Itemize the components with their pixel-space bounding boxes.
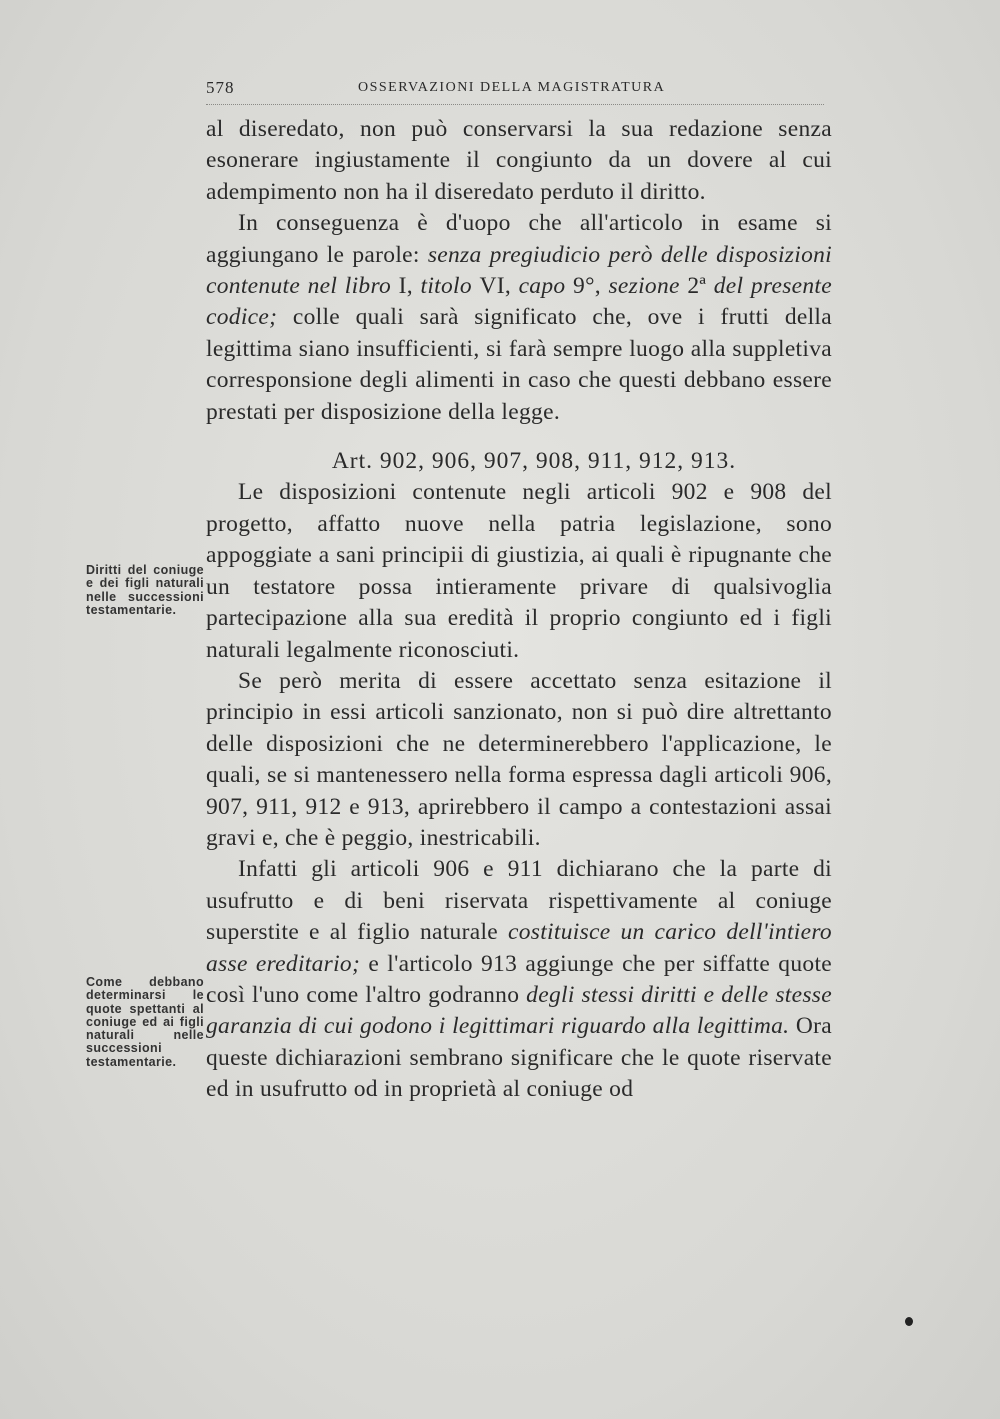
p2-text-k: colle quali sarà significato che, ove i frutti della legittima siano insufficienti, si farà sempre luogo alla suppletiva corresponsione degli alimenti in caso che questi debbano essere prestati per disposizione della legge. <box>206 304 832 425</box>
p2-italic-j: del presente codice; <box>206 273 832 331</box>
p2-italic-f: capo <box>518 273 574 300</box>
page-number: 578 <box>206 78 235 97</box>
p5-text-c: e l'articolo 913 aggiunge che per siffatte quote così l'uno come l'altro godranno <box>206 950 833 1008</box>
body-text <box>206 114 832 1106</box>
article-heading: Art. 902, 906, 907, 908, 911, 912, 913. <box>331 448 737 475</box>
p2-italic-h: sezione <box>608 273 688 300</box>
p5-italic-b: costituisce un carico dell'intiero asse ereditario; <box>206 919 832 977</box>
p2-text-i: 2ª <box>687 273 714 300</box>
paragraph-3: Le disposizioni contenute negli articoli 902 e 908 del progetto, affatto nuove nella patria legislazione, sono appoggiate a sani principii di giustizia, ai quali è ripugnante che un testatore possa intieramente privare di qualsivoglia partecipazione alla sua eredità il proprio congiunto ed i figli naturali legalmente riconosciuti. <box>206 479 832 663</box>
paragraph-5 <box>206 854 832 1105</box>
p2-text-c: I, <box>398 273 421 300</box>
page-header <box>206 78 824 105</box>
p2-text-a: In conseguenza è d'uopo che all'articolo in esame si aggiungano le parole: <box>206 210 832 268</box>
paragraph-2 <box>206 208 832 428</box>
p2-italic-b: senza pregiudicio però delle disposizioni contenute nel libro <box>206 241 832 300</box>
p5-text-e: Ora queste dichiarazioni sembrano significare che le quote riservate ed in usufrutto od in proprietà al coniuge od <box>206 1013 832 1103</box>
p5-italic-d: degli stessi diritti e delle stesse garanzia di cui godono i legittimari riguardo alla legittima. <box>206 981 832 1040</box>
paragraph-4: Se però merita di essere accettato senza esitazione il principio in essi articoli sanzionato, non si può dire altrettanto delle disposizioni che ne determinerebbero l'applicazione, le quali, se si mantenessero nella forma espressa dagli articoli 906, 907, 911, 912 e 913, aprirebbero il campo a contestazioni assai gravi e, che è peggio, inestricabili. <box>206 667 832 851</box>
p2-text-g: 9°, <box>573 273 609 300</box>
paragraph-1: al diseredato, non può conservarsi la sua redazione senza esonerare ingiustamente il congiunto da un dovere al cui adempimento non ha il diseredato perduto il diritto. <box>206 116 832 205</box>
p5-text-a: Infatti gli articoli 906 e 911 dichiarano che la parte di usufrutto e di beni riservata rispettivamente al coniuge superstite e al figlio naturale <box>206 856 832 946</box>
margin-note-rights: Diritti del coniuge e dei figli naturali nelle successioni testamentarie. <box>86 563 204 617</box>
ink-speck <box>905 1317 913 1326</box>
p2-italic-d: titolo <box>420 273 480 300</box>
p2-text-e: VI, <box>479 273 519 300</box>
running-head: OSSERVAZIONI DELLA MAGISTRATURA <box>358 80 666 95</box>
margin-note-quotas: Come debbano determinarsi le quote spettanti al coniuge ed ai figli naturali nelle successioni testamentarie. <box>86 975 204 1069</box>
